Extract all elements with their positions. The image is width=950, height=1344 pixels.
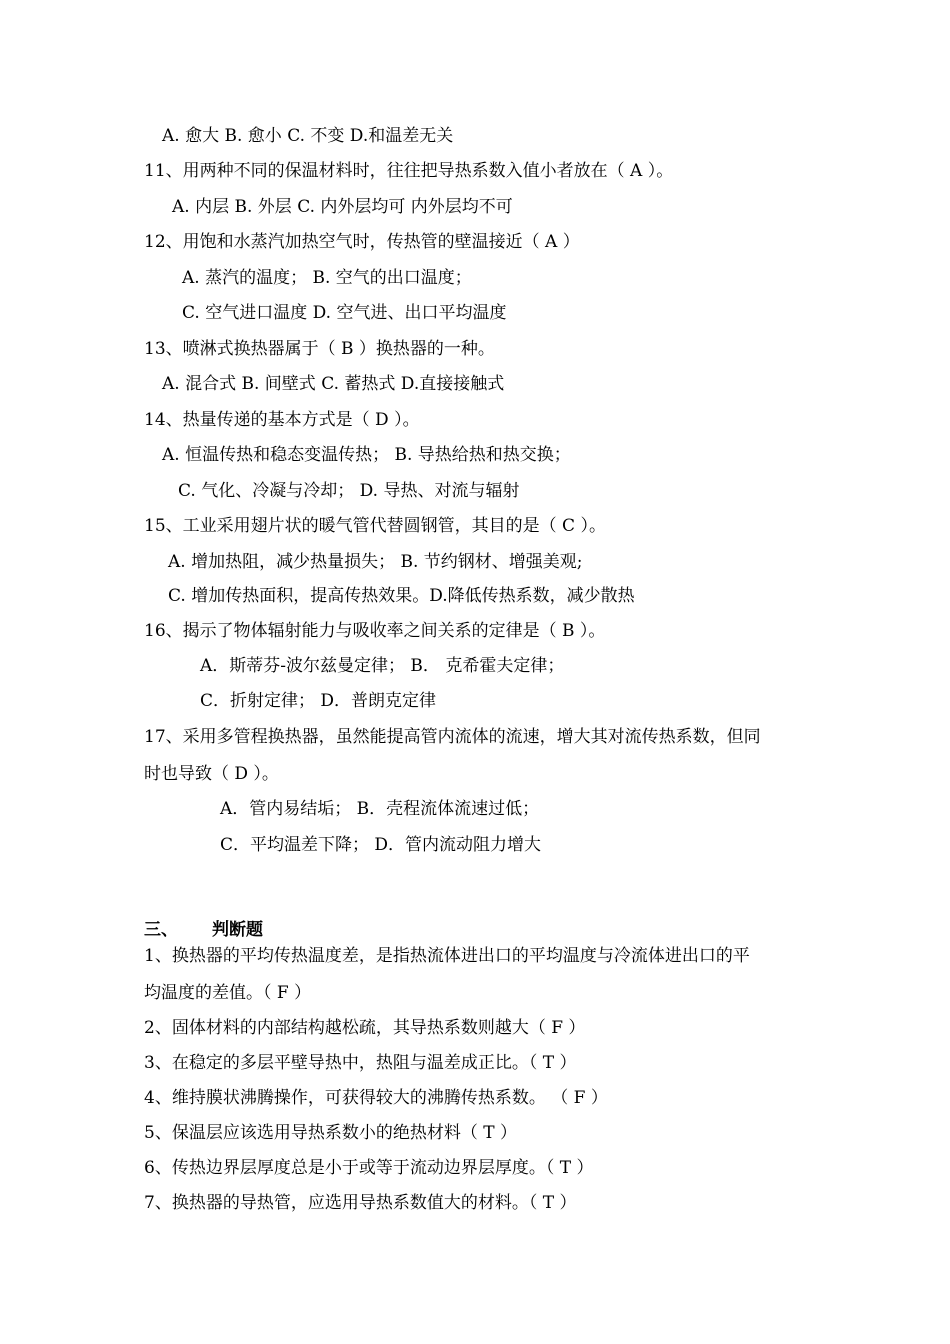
q13-question: 13、喷淋式换热器属于（ B ）换热器的一种。 xyxy=(144,339,495,359)
judgment-5: 5、保温层应该选用导热系数小的绝热材料（ T ） xyxy=(144,1123,517,1143)
q14-question: 14、热量传递的基本方式是（ D ）。 xyxy=(144,410,420,430)
q12-question: 12、用饱和水蒸汽加热空气时，传热管的壁温接近（ A ） xyxy=(144,232,580,252)
q15-options-row1: A. 增加热阻，减少热量损失； B. 节约钢材、增强美观; xyxy=(168,552,583,572)
q16-options-row1: A．斯蒂芬-波尔兹曼定律； B． 克希霍夫定律； xyxy=(200,656,565,676)
q17-question-line1: 17、采用多管程换热器，虽然能提高管内流体的流速，增大其对流传热系数，但同 xyxy=(144,727,761,747)
q16-options-row2: C．折射定律； D．普朗克定律 xyxy=(200,691,437,711)
q13-options: A. 混合式 B. 间壁式 C. 蓄热式 D.直接接触式 xyxy=(162,374,505,394)
q17-options-row1: A．管内易结垢； B．壳程流体流速过低； xyxy=(220,799,540,819)
q12-options-row2: C. 空气进口温度 D. 空气进、出口平均温度 xyxy=(182,303,507,323)
q14-options-row2: C. 气化、冷凝与冷却； D. 导热、对流与辐射 xyxy=(178,481,520,501)
section3-title: 判断题 xyxy=(212,920,263,940)
judgment-3: 3、在稳定的多层平壁导热中，热阻与温差成正比。（ T ） xyxy=(144,1053,577,1073)
judgment-6: 6、传热边界层厚度总是小于或等于流动边界层厚度。（ T ） xyxy=(144,1158,594,1178)
judgment-7: 7、换热器的导热管，应选用导热系数值大的材料。（ T ） xyxy=(144,1193,577,1213)
section3-number: 三、 xyxy=(144,920,178,940)
judgment-4: 4、维持膜状沸腾操作，可获得较大的沸腾传热系数。 （ F ） xyxy=(144,1088,608,1108)
q17-question-line2: 时也导致（ D ）。 xyxy=(144,764,279,784)
q11-options: A. 内层 B. 外层 C. 内外层均可 内外层均不可 xyxy=(172,197,513,217)
judgment-1-line1: 1、换热器的平均传热温度差，是指热流体进出口的平均温度与冷流体进出口的平 xyxy=(144,946,750,966)
q15-question: 15、工业采用翅片状的暖气管代替圆钢管，其目的是（ C ）。 xyxy=(144,516,606,536)
q14-options-row1: A. 恒温传热和稳态变温传热； B. 导热给热和热交换； xyxy=(162,445,571,465)
judgment-2: 2、固体材料的内部结构越松疏，其导热系数则越大（ F ） xyxy=(144,1018,586,1038)
judgment-1-line2: 均温度的差值。（ F ） xyxy=(144,983,312,1003)
q17-options-row2: C．平均温差下降； D．管内流动阻力增大 xyxy=(220,835,542,855)
q11-question: 11、用两种不同的保温材料时，往往把导热系数入值小者放在（ A ）。 xyxy=(144,161,674,181)
q12-options-row1: A. 蒸汽的温度； B. 空气的出口温度； xyxy=(182,268,472,288)
q16-question: 16、揭示了物体辐射能力与吸收率之间关系的定律是（ B ）。 xyxy=(144,621,606,641)
q15-options-row2: C. 增加传热面积，提高传热效果。D.降低传热系数，减少散热 xyxy=(168,586,635,606)
q10-options: A. 愈大 B. 愈小 C. 不变 D.和温差无关 xyxy=(162,126,454,146)
